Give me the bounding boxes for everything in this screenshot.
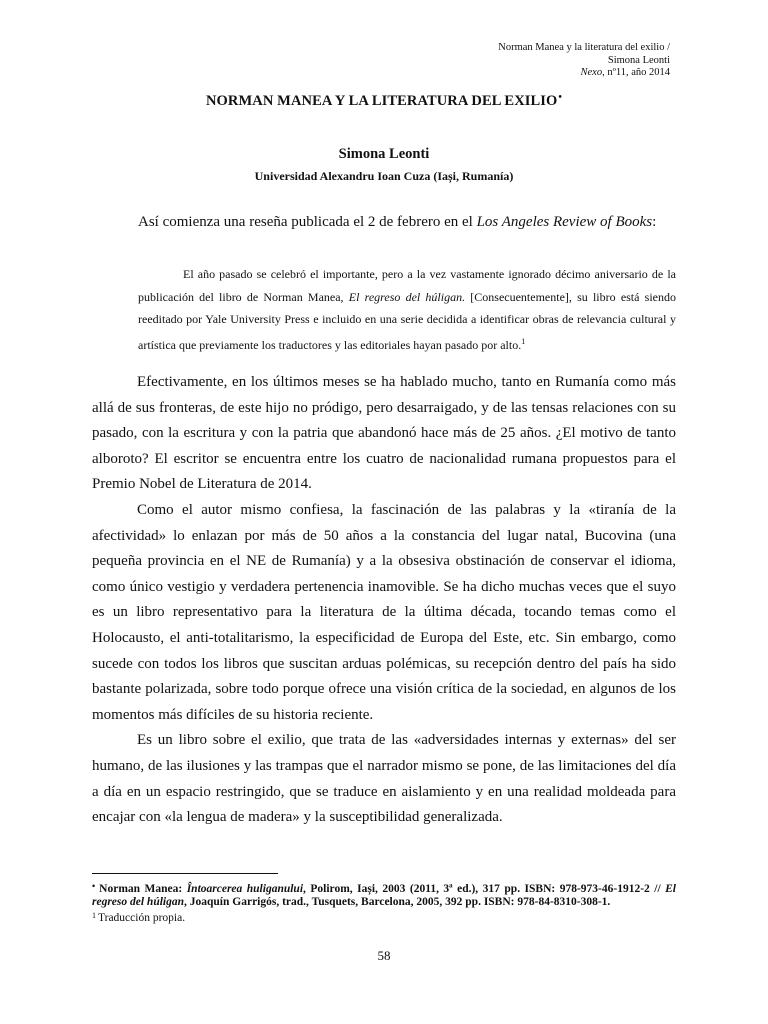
body-paragraph-3: Es un libro sobre el exilio, que trata de las «adversidades internas y externas» del ser humano, de las ilusiones y las trampas que el narrador mismo se pone, de las limitaciones del día a día en un espacio restringido, que se traduce en aislamiento y en una realidad moldeada para encajar con «la lengua de madera» y la susceptibilidad generalizada. bbox=[92, 732, 676, 826]
footnote-1-text-a: Norman Manea: bbox=[99, 883, 187, 895]
footnote-divider bbox=[92, 873, 278, 874]
footnote-1-text-b: , Polirom, Iași, 2003 (2011, 3ª ed.), 317 pp. ISBN: 978-973-46-1912-2 // bbox=[303, 883, 666, 895]
journal-name: Nexo bbox=[580, 67, 603, 78]
footnote-2-mark: 1 bbox=[92, 911, 96, 920]
footnotes bbox=[92, 880, 676, 925]
quote-paragraph bbox=[138, 263, 676, 356]
running-head-journal bbox=[498, 67, 670, 80]
intro-text: Así comienza una reseña publicada el 2 de febrero en el bbox=[138, 214, 477, 230]
intro-sentence bbox=[138, 214, 656, 231]
title-footnote-mark[interactable]: • bbox=[558, 92, 563, 103]
title-text: NORMAN MANEA Y LA LITERATURA DEL EXILIO bbox=[205, 93, 558, 109]
intro-source: Los Angeles Review of Books bbox=[476, 214, 653, 230]
footnote-1-book-1: Întoarcerea huliganului bbox=[186, 883, 304, 895]
journal-issue: , nº11, año 2014 bbox=[602, 67, 670, 78]
author-name: Simona Leonti bbox=[338, 146, 430, 162]
running-head-title: Norman Manea y la literatura del exilio / bbox=[498, 42, 670, 53]
author-affiliation: Universidad Alexandru Ioan Cuza (Iași, Rumanía) bbox=[254, 169, 514, 183]
intro-tail: : bbox=[652, 214, 657, 230]
quote-book-title: El regreso del húligan. bbox=[348, 289, 466, 304]
footnote-1-mark: • bbox=[92, 881, 96, 891]
body-paragraph-1: Efectivamente, en los últimos meses se ha hablado mucho, tanto en Rumanía como más allá de sus fronteras, de este hijo no pródigo, pero desarraigado, y de las tensas relaciones con su pasado, con la escritura y con la patria que abandonó hace más de 25 años. ¿El motivo de tanto alboroto? El escritor se encuentra entre los cuatro de nacionalidad rumana propuestos para el Premio Nobel de Literatura de 2014. bbox=[92, 374, 676, 493]
body-paragraph-2: Como el autor mismo confiesa, la fascinación de las palabras y la «tiranía de la afectividad» lo enlazan por más de 50 años a la constancia del lugar natal, Bucovina (una pequeña provincia en el NE de Rumanía) y a la obsesiva obstinación de conservar el idioma, como único vestigio y verdadera pertenencia inamovible. Se ha dicho muchas veces que el suyo es un libro representativo para la literatura de la última década, tocando temas como el Holocausto, el anti-totalitarismo, la especificidad de Europa del Este, etc. Sin embargo, como sucede con todos los libros que suscitan arduas polémicas, su recepción dentro del país ha sido bastante polarizada, sobre todo porque ofrece una visión crítica de la sociedad, en algunos de los momentos más difíciles de su historia reciente. bbox=[92, 501, 676, 723]
block-quote bbox=[138, 263, 676, 356]
footnote-2 bbox=[92, 909, 676, 925]
quote-text-1: El año pasado se celebró el importante, pero a la vez vastamente ignorado décimo aniversario de la publicación del libro de Norman Manea, bbox=[138, 267, 676, 304]
quote-text-2: [Consecuentemente], su libro está siendo reeditado por Yale University Press e incluido en una serie decidida a identificar obras de relevancia cultural y artística que previamente los traductores y las editoriales hayan pasado por alto. bbox=[138, 289, 676, 352]
footnote-1-book-2: El regreso del húligan bbox=[92, 883, 677, 908]
footnote-1 bbox=[92, 880, 676, 909]
footnote-1-text-c: , Joaquín Garrigós, trad., Tusquets, Barcelona, 2005, 392 pp. ISBN: 978-84-8310-308-1. bbox=[184, 896, 611, 908]
footnote-2-text: Traducción propia. bbox=[98, 912, 186, 924]
body-text bbox=[92, 370, 676, 831]
page-number: 58 bbox=[377, 948, 391, 963]
running-head-author: Simona Leonti bbox=[607, 54, 670, 66]
article-title bbox=[0, 92, 768, 110]
quote-footnote-mark[interactable]: 1 bbox=[521, 336, 526, 346]
running-head bbox=[498, 42, 670, 80]
